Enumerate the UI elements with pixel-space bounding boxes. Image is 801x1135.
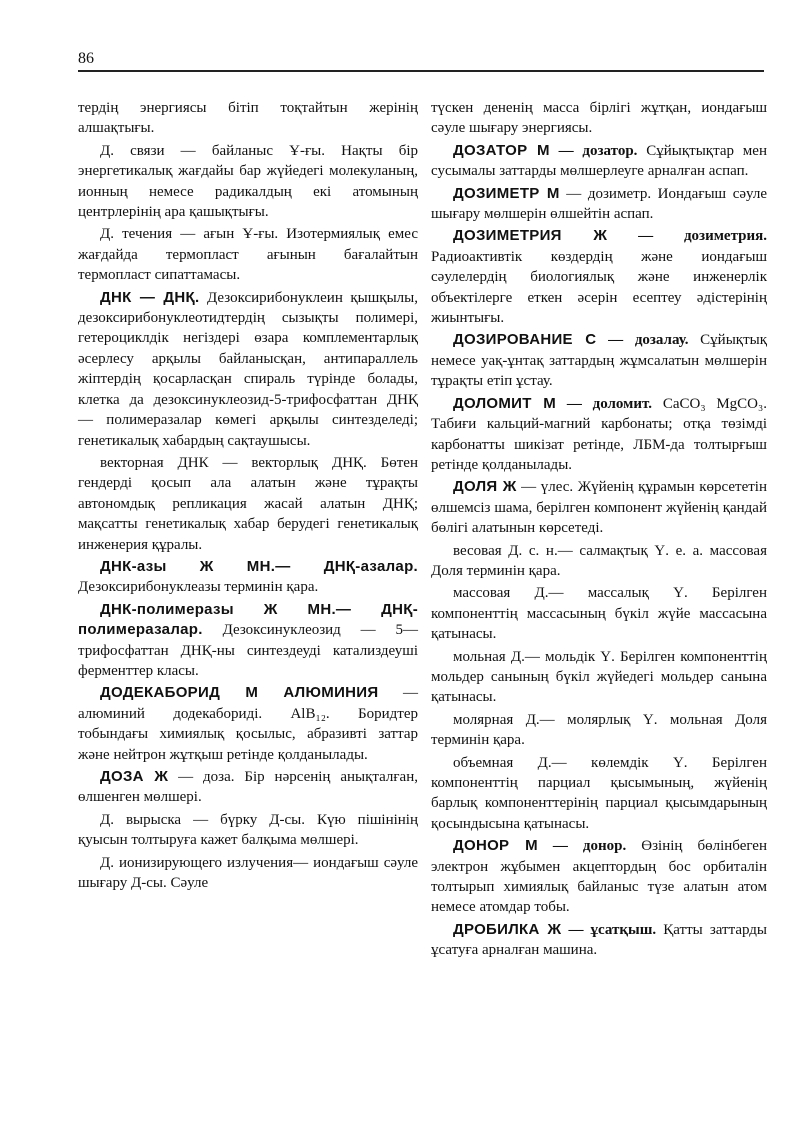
entry-headword: ДНК — ДНҚ. (100, 288, 200, 306)
dictionary-entry (431, 541, 767, 582)
dictionary-entry (78, 224, 418, 285)
entry-text: Өзінің бөлінбеген электрон жұбымен акцептордың бос орбиталін толтырып химиялық байланыс түзе алатын атом немесе атомдар тобы. (431, 838, 767, 916)
entry-text: CaCO₃ MgCO₃. Табиғи кальций-магний карбонаты; отқа төзімді карбонатты шикізат ретінде, ЛБМ-да толтырғыш ретінде қолданылады. (431, 395, 767, 473)
entry-headword: ДОЛОМИТ М (453, 394, 557, 412)
entry-text: — алюминий додекабориді. AlB₁₂. Боридтер тобындағы химиялық қосылыс, абразивті заттар және нейтрон жұтқыш ретінде қолданылады. (78, 685, 418, 763)
entry-text: түскен дененің масса бірлігі жұтқан, иондағыш сәуле шығару энергиясы. (431, 100, 767, 137)
dictionary-entry (78, 767, 418, 808)
entry-text: Д. течения — ағын Ұ-ғы. Изотермиялық емес жағдайда термопласт ағынын бағалайтын термопласт сипаттамасы. (78, 226, 418, 284)
dictionary-entry (431, 583, 767, 644)
entry-text: Д. вырыска — бүрку Д-сы. Күю пішінінің қуысын толтыруға кажет балқыма мөлшері. (78, 811, 418, 849)
entry-headword: ДОЗАТОР М (453, 141, 550, 159)
entry-translation: — дозатор. (549, 142, 638, 159)
entry-text: весовая Д. с. н.— салмақтық Ү. е. а. массовая Доля терминін қара. (431, 542, 767, 579)
entry-text: векторная ДНК — векторлық ДНҚ. Бөтен гендерді қосып ала алатын және тұрақты автономдық репликация жасай алатын ДНҚ; мақсатты генетикалық хабар берудегі генетикалық инженерия құралы. (78, 454, 418, 553)
entry-headword: ДОЗА Ж (100, 768, 169, 785)
dictionary-entry (431, 710, 767, 751)
entry-text: Дезоксирибонуклеин қышқылы, дезоксирибонуклеотидтердің сызықты полимері, гетероциклдік негіздері өзара комплементарлық әсерлесу арқылы байланысқан, антипараллель жіптердің қосарласқан спираль түрінде болады, клетка да дезоксинуклеозид-5-трифосфаттан ДНҚ — полимеразалар көмегі арқылы синтезделеді; генетикалық хабардың сақтаушысы. (78, 289, 418, 449)
dictionary-entry (431, 647, 767, 708)
right-column (431, 98, 767, 963)
entry-headword: ДРОБИЛКА Ж (453, 920, 562, 938)
entry-text: Сұйықтықтар мен сусымалы заттарды мөлшерлеуге арналған аспап. (431, 142, 767, 180)
entry-translation: — ұсатқыш. (561, 921, 657, 938)
entry-text: Қатты заттарды ұсатуға арналған машина. (431, 921, 768, 959)
dictionary-entry (431, 141, 767, 182)
entry-text: тердің энергиясы бітіп тоқтайтын жерінің алшақтығы. (78, 100, 418, 137)
entry-text: объемная Д.— көлемдік Ү. Берілген компоненттің парциал қысымының, жүйенің барлық компоненттерінің парциал қысымдарының қосындысына қатынасы. (431, 754, 767, 832)
dictionary-entry (78, 141, 418, 223)
dictionary-entry (78, 453, 418, 555)
entry-headword: ДНК-полимеразы Ж МН.— ДНҚ-полимеразалар. (78, 600, 418, 639)
entry-text: молярная Д.— молярлық Ү. мольная Доля терминін қара. (431, 711, 767, 749)
dictionary-entry (431, 184, 767, 225)
entry-headword: ДОЛЯ Ж (453, 478, 517, 496)
entry-headword: ДОДЕКАБОРИД М АЛЮМИНИЯ (100, 684, 379, 702)
entry-text: Д. связи — байланыс Ұ-ғы. Нақты бір энергетикалық жағдайы бар жүйедегі молекуланың, ионның немесе радикалдың екі атомының центрлерінің ара қашықтығы. (78, 142, 418, 221)
entry-text: — үлес. Жүйенің құрамын көрсететін өлшемсіз шама, берілген компонент жүйенің қандай бөлігі алатынын көрсетеді. (431, 479, 767, 537)
entry-headword: ДОЗИМЕТРИЯ Ж (453, 227, 608, 245)
entry-translation: — дозалау. (596, 332, 689, 349)
entry-headword: ДНК-азы Ж МН.— ДНҚ-азалар. (100, 557, 418, 575)
dictionary-entry (431, 394, 767, 476)
page-number: 86 (78, 50, 94, 67)
entry-text: — доза. Бір нәрсенің анықталған, өлшенген мөлшері. (78, 769, 418, 806)
entry-translation: — дозиметрия. (607, 228, 767, 245)
entry-text: массовая Д.— массалық Ү. Берілген компоненттің массасының бүкіл жүйе массасына қатынасы. (431, 585, 767, 643)
entry-text: Сұйықтық немесе уақ-ұнтақ заттардың жұмсалатын мөлшерін тұрақты етіп ұстау. (431, 332, 767, 390)
dictionary-entry (431, 330, 767, 391)
dictionary-entry (431, 753, 767, 835)
dictionary-entry (78, 600, 418, 682)
dictionary-entry (431, 477, 767, 538)
entry-text: Дезоксирибонуклеазы терминін қара. (78, 579, 319, 596)
dictionary-entry (78, 853, 418, 894)
entry-text: — дозиметр. Иондағыш сәуле шығару мөлшерін өлшейтін аспап. (431, 185, 767, 223)
entry-text: Дезоксинуклеозид — 5— трифосфаттан ДНҚ-ны синтездеуді катализдеуші ферменттер класы. (78, 622, 418, 679)
dictionary-entry (78, 288, 418, 451)
entry-translation: — доломит. (556, 395, 653, 412)
dictionary-entry (431, 920, 767, 961)
entry-text: Радиоактивтік көздердің және иондағыш сәулелердің биологиялық және инженерлік объектілерге еткен әсерін есептеу әдістерінің жиынтығы. (431, 248, 767, 327)
entry-text: Д. ионизирующего излучения— иондағыш сәуле шығару Д-сы. Сәуле (78, 854, 418, 892)
entry-text: мольная Д.— мольдік Ү. Берілген компоненттің мольдер санының бүкіл жүйедегі мольдер санына қатынасы. (431, 648, 767, 706)
dictionary-entry (78, 810, 418, 851)
dictionary-entry (431, 98, 767, 139)
entry-headword: ДОНОР М (453, 837, 538, 855)
entry-translation: — донор. (537, 838, 627, 855)
entry-headword: ДОЗИРОВАНИЕ С (453, 331, 597, 349)
dictionary-entry (431, 226, 767, 328)
dictionary-entry (431, 836, 767, 918)
dictionary-entry (78, 683, 418, 765)
entry-headword: ДОЗИМЕТР М (453, 184, 560, 202)
left-column (78, 98, 418, 895)
dictionary-entry (78, 557, 418, 598)
header-rule (78, 70, 764, 72)
dictionary-entry (78, 98, 418, 139)
